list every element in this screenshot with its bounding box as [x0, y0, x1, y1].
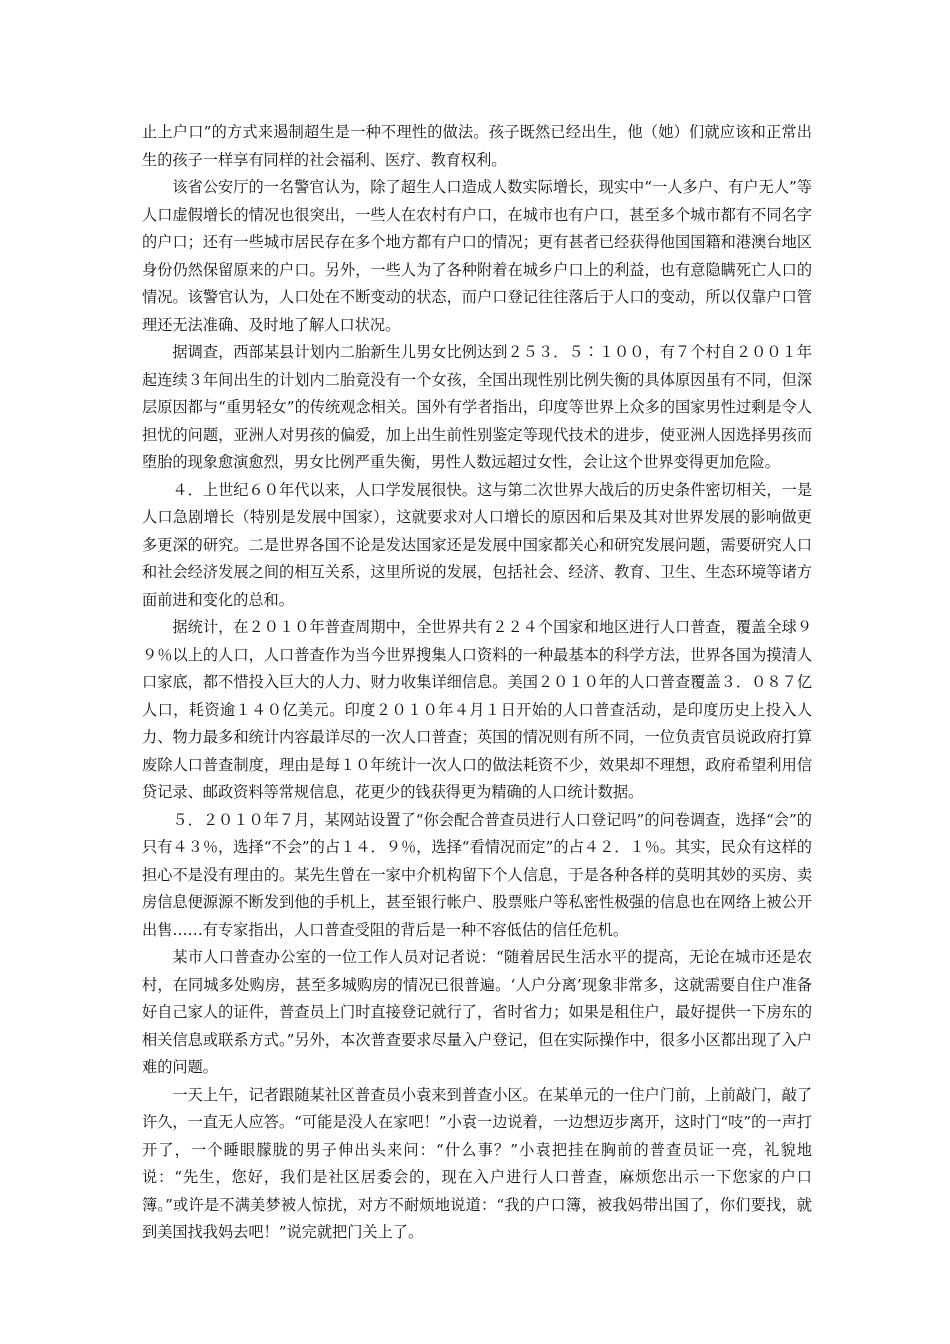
document-body	[142, 119, 812, 1247]
paragraph: 一天上午，记者跟随某社区普查员小袁来到普查小区。在某单元的一住户门前，上前敲门，敲了许久，一直无人应答。“可能是没人在家吧！”小袁一边说着，一边想迈步离开，这时门“吱”的一声打开了，一个睡眼朦胧的男子伸出头来问：“什么事？”小袁把挂在胸前的普查员证一亮，礼貌地说：“先生，您好，我们是社区居委会的，现在入户进行人口普查，麻烦您出示一下您家的户口簿。”或许是不满美梦被人惊扰，对方不耐烦地说道：“我的户口簿，被我妈带出国了，你们要找，就到美国找我妈去吧！”说完就把门关上了。	[142, 1085, 812, 1241]
paragraph: 止上户口”的方式来遏制超生是一种不理性的做法。孩子既然已经出生，他（她）们就应该和正常出生的孩子一样享有同样的社会福利、医疗、教育权利。	[142, 123, 812, 169]
paragraph: 该省公安厅的一名警官认为，除了超生人口造成人数实际增长，现实中“一人多户、有户无人”等人口虚假增长的情况也很突出，一些人在农村有户口，在城市也有户口，甚至多个城市都有不同名字的户口；还有一些城市居民存在多个地方都有户口的情况；更有甚者已经获得他国国籍和港澳台地区身份仍然保留原来的户口。另外，一些人为了各种附着在城乡户口上的利益，也有意隐瞒死亡人口的情况。该警官认为，人口处在不断变动的状态，而户口登记往往落后于人口的变动，所以仅靠户口管理还无法准确、及时地了解人口状况。	[142, 178, 812, 334]
paragraph: 据调查，西部某县计划内二胎新生儿男女比例达到２５３．５∶１００，有７个村自２００１年起连续３年间出生的计划内二胎竟没有一个女孩，全国出现性别比例失衡的具体原因虽有不同，但深层原因都与“重男轻女”的传统观念相关。国外有学者指出，印度等世界上众多的国家男性过剩是令人担忧的问题，亚洲人对男孩的偏爱，加上出生前性别鉴定等现代技术的进步，使亚洲人因选择男孩而堕胎的现象愈演愈烈，男女比例严重失衡，男性人数远超过女性，会让这个世界变得更加危险。	[142, 343, 812, 471]
paragraph: ４．上世纪６０年代以来，人口学发展很快。这与第二次世界大战后的历史条件密切相关，一是人口急剧增长（特别是发展中国家），这就要求对人口增长的原因和后果及其对世界发展的影响做更多更深的研究。二是世界各国不论是发达国家还是发展中国家都关心和研究发展问题，需要研究人口和社会经济发展之间的相互关系，这里所说的发展，包括社会、经济、教育、卫生、生态环境等诸方面前进和变化的总和。	[142, 480, 812, 609]
paragraph: 某市人口普查办公室的一位工作人员对记者说：“随着居民生活水平的提高，无论在城市还是农村，在同城多处购房，甚至多城购房的情况已很普遍。‘人户分离’现象非常多，这就需要自住户准备好自己家人的证件，普查员上门时直接登记就行了，省时省力；如果是租住户，最好提供一下房东的相关信息或联系方式。”另外，本次普查要求尽量入户登记，但在实际操作中，很多小区都出现了入户难的问题。	[142, 948, 812, 1076]
paragraph: 据统计，在２０１０年普查周期中，全世界共有２２４个国家和地区进行人口普查，覆盖全球９９％以上的人口，人口普查作为当今世界搜集人口资料的一种最基本的科学方法，世界各国为摸清人口家底，都不惜投入巨大的人力、财力收集详细信息。美国２０１０年的人口普查覆盖３．０８７亿人口，耗资逾１４０亿美元。印度２０１０年４月１日开始的人口普查活动，是印度历史上投入人力、物力最多和统计内容最详尽的一次人口普查；英国的情况则有所不同，一位负责官员说政府打算废除人口普查制度，理由是每１０年统计一次人口的做法耗资不少，效果却不理想，政府希望利用信贷记录、邮政资料等常规信息，花更少的钱获得更为精确的人口统计数据。	[142, 618, 812, 801]
paragraph: ５．２０１０年７月，某网站设置了“你会配合普查员进行人口登记吗”的问卷调查，选择“会”的只有４３％，选择“不会”的占１４．９％，选择“看情况而定”的占４２．１％。其实，民众有这样的担心不是没有理由的。某先生曾在一家中介机构留下个人信息，于是各种各样的莫明其妙的买房、卖房信息便源源不断发到他的手机上，甚至银行帐户、股票账户等私密性极强的信息也在网络上被公开出售……有专家指出，人口普查受阻的背后是一种不容低估的信任危机。	[142, 810, 812, 939]
